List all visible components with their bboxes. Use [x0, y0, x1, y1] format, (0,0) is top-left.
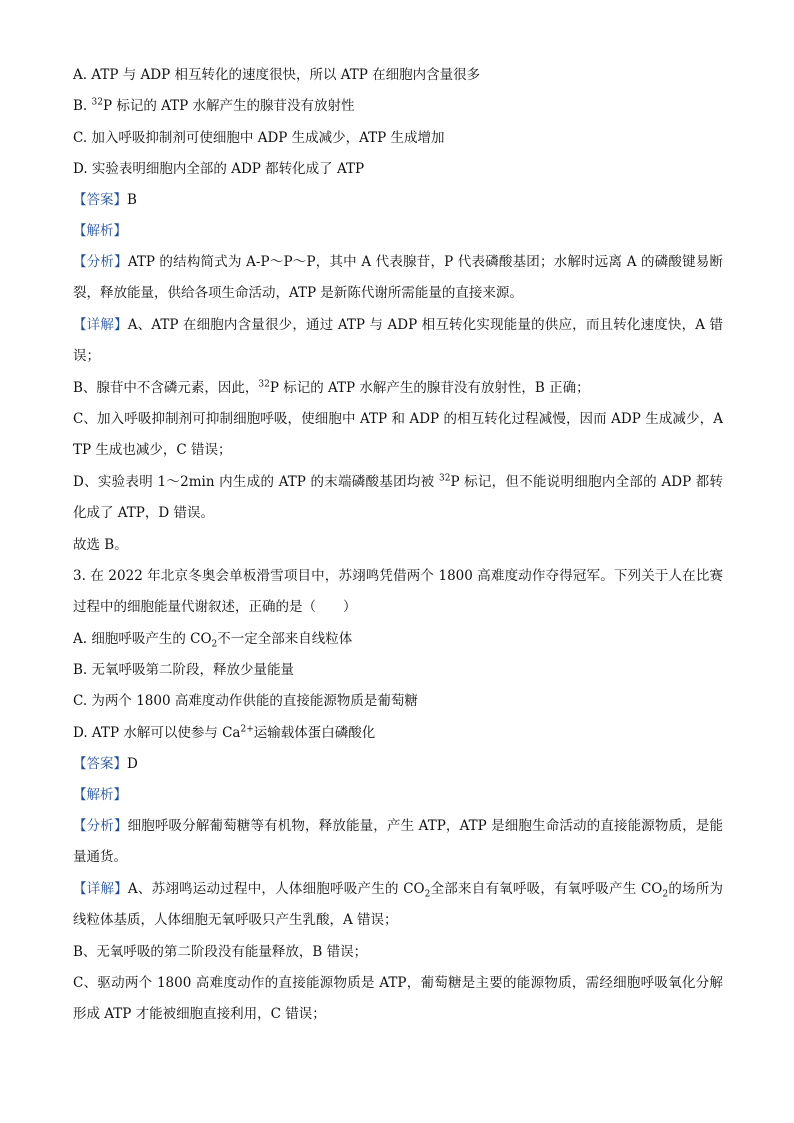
q3-option-a-text: 不一定全部来自线粒体	[217, 630, 353, 647]
xiangjie-d-superscript: 32	[439, 473, 451, 484]
q2-option-b-text: P 标记的 ATP 水解产生的腺苷没有放射性	[102, 98, 355, 115]
fenxi-text: 细胞呼吸分解葡萄糖等有机物，释放能量，产生 ATP，ATP 是细胞生命活动的直接能源物质，是能量通货。	[73, 818, 724, 866]
analysis-tag: 【解析】	[73, 787, 127, 804]
q2-option-b-superscript: 32	[91, 97, 103, 108]
xiangjie-a-subscript-1: 2	[424, 889, 431, 900]
fenxi-tag: 【分析】	[73, 818, 128, 834]
document-content	[73, 64, 723, 1035]
q3-xiangjie-c: C、驱动两个 1800 高难度动作的直接能源物质是 ATP，葡萄糖是主要的能源物质，需经细胞呼吸氧化分解形成 ATP 才能被细胞直接利用，C 错误；	[73, 974, 723, 1022]
q2-xiangjie-a	[73, 310, 723, 373]
q2-xiangjie-b	[73, 377, 723, 399]
q3-option-c: C. 为两个 1800 高难度动作供能的直接能源物质是葡萄糖	[73, 693, 418, 710]
xiangjie-tag: 【详解】	[73, 880, 128, 897]
q3-answer	[73, 753, 723, 775]
q3-option-d-prefix: D. ATP 水解可以使参与 Ca	[73, 724, 241, 741]
xiangjie-b-prefix: B、腺苷中不含磷元素，因此，	[73, 380, 259, 397]
q2-option-a: A. ATP 与 ADP 相互转化的速度很快，所以 ATP 在细胞内含量很多	[73, 67, 481, 83]
q3-option-a-subscript: 2	[211, 639, 218, 650]
q2-xiangjie-d	[73, 467, 723, 530]
fenxi-text: ATP 的结构简式为 A-P～P～P，其中 A 代表腺苷，P 代表磷酸基团；水解时远离 A 的磷酸键易断裂，释放能量，供给各项生命活动，ATP 是新陈代谢所需能量的直接来源。	[73, 254, 723, 302]
xiangjie-tag: 【详解】	[73, 316, 128, 333]
answer-tag: 【答案】	[73, 756, 127, 772]
q2-fenxi	[73, 247, 723, 310]
fenxi-tag: 【分析】	[73, 254, 128, 271]
xiangjie-d-text: P 标记，但不能说明细胞内全部的 ADP 都转化成了 ATP，D 错误。	[73, 473, 723, 521]
q3-analysis-heading	[73, 784, 723, 806]
xiangjie-d-prefix: D、实验表明 1～2min 内生成的 ATP 的末端磷酸基团均被	[73, 473, 439, 490]
answer-tag: 【答案】	[73, 192, 127, 209]
q3-xiangjie-a	[73, 874, 723, 937]
xiangjie-a-subscript-2: 2	[662, 889, 669, 900]
q3-option-a	[73, 628, 723, 650]
q2-analysis-heading	[73, 220, 723, 242]
q3-option-d-text: 运输载体蛋白磷酸化	[253, 724, 376, 741]
xiangjie-a-text: A、ATP 在细胞内含量很少，通过 ATP 与 ADP 相互转化实现能量的供应，而且转化速度快，A 错误；	[73, 316, 723, 365]
xiangjie-b-superscript: 32	[258, 379, 270, 390]
q2-option-c: C. 加入呼吸抑制剂可使细胞中 ADP 生成减少，ATP 生成增加	[73, 129, 445, 146]
q2-option-d: D. 实验表明细胞内全部的 ADP 都转化成了 ATP	[73, 160, 365, 177]
q3-option-a-prefix: A. 细胞呼吸产生的 CO	[73, 630, 212, 647]
q3-option-d-superscript: 2+	[240, 724, 254, 735]
xiangjie-a-text-3: 的场所为线粒体基质，人体细胞无氧呼吸只产生乳酸，A 错误；	[73, 880, 723, 928]
q3-fenxi	[73, 811, 723, 874]
q3-option-d	[73, 722, 723, 744]
xiangjie-a-text-1: A、苏翊鸣运动过程中，人体细胞呼吸产生的 CO	[127, 880, 425, 897]
xiangjie-b-text: P 标记的 ATP 水解产生的腺苷没有放射性，B 正确；	[269, 380, 590, 397]
q2-option-b-prefix: B.	[73, 98, 92, 115]
q3-xiangjie-b: B、无氧呼吸的第二阶段没有能量释放，B 错误；	[73, 943, 368, 960]
q2-xiangjie-c: C、加入呼吸抑制剂可抑制细胞呼吸，使细胞中 ATP 和 ADP 的相互转化过程减慢，因而 ADP 生成减少，ATP 生成也减少，C 错误；	[73, 410, 723, 459]
xiangjie-a-text-2: 全部来自有氧呼吸，有氧呼吸产生 CO	[430, 880, 663, 897]
q2-option-b	[73, 95, 723, 117]
answer-value: B	[127, 192, 137, 209]
q2-conclusion: 故选 B。	[73, 536, 128, 553]
answer-value: D	[127, 756, 138, 772]
q2-answer	[73, 189, 723, 211]
analysis-tag: 【解析】	[73, 223, 127, 240]
q3-option-b: B. 无氧呼吸第二阶段，释放少量能量	[73, 662, 295, 679]
q3-stem: 3. 在 2022 年北京冬奥会单板滑雪项目中，苏翊鸣凭借两个 1800 高难度动作夺得冠军。下列关于人在比赛过程中的细胞能量代谢叙述，正确的是（ ）	[73, 567, 723, 615]
